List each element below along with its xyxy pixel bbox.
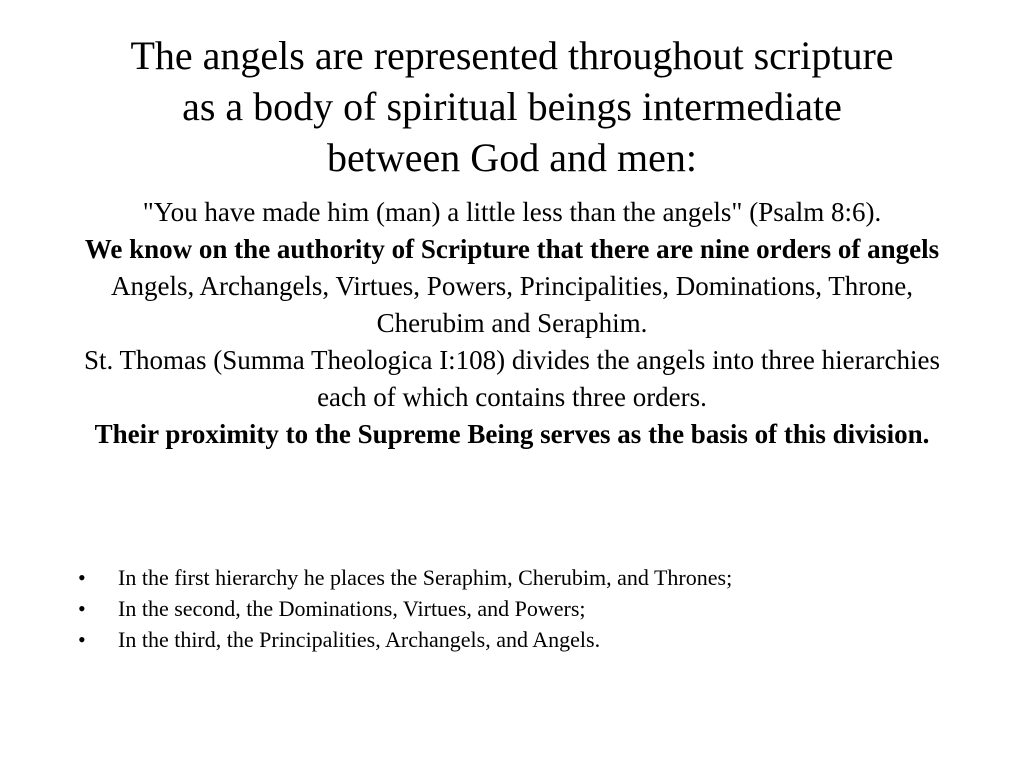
slide-body <box>70 194 954 453</box>
list-item <box>74 562 954 593</box>
bullet-icon: • <box>78 596 86 621</box>
orders-list: Angels, Archangels, Virtues, Powers, Principalities, Dominations, Throne, Cherubim and Seraphim. <box>110 271 914 338</box>
hierarchy-list <box>74 562 954 655</box>
nine-orders-statement: We know on the authority of Scripture that there are nine orders of angels <box>84 234 940 264</box>
slide-title: The angels are represented throughout scripture as a body of spiritual beings intermediate between God and men: <box>130 33 894 180</box>
bullet-icon: • <box>78 565 86 590</box>
list-item <box>74 593 954 624</box>
psalm-quote: "You have made him (man) a little less than the angels" (Psalm 8:6). <box>142 197 882 227</box>
list-item-text: In the third, the Principalities, Archangels, and Angels. <box>118 627 601 652</box>
st-thomas-paragraph: St. Thomas (Summa Theologica I:108) divides the angels into three hierarchies each of which contains three orders. <box>83 345 941 412</box>
list-item-text: In the second, the Dominations, Virtues, and Powers; <box>118 596 586 621</box>
list-item <box>74 624 954 655</box>
bullet-icon: • <box>78 627 86 652</box>
list-item-text: In the first hierarchy he places the Seraphim, Cherubim, and Thrones; <box>118 565 733 590</box>
proximity-statement: Their proximity to the Supreme Being serves as the basis of this division. <box>94 419 930 449</box>
